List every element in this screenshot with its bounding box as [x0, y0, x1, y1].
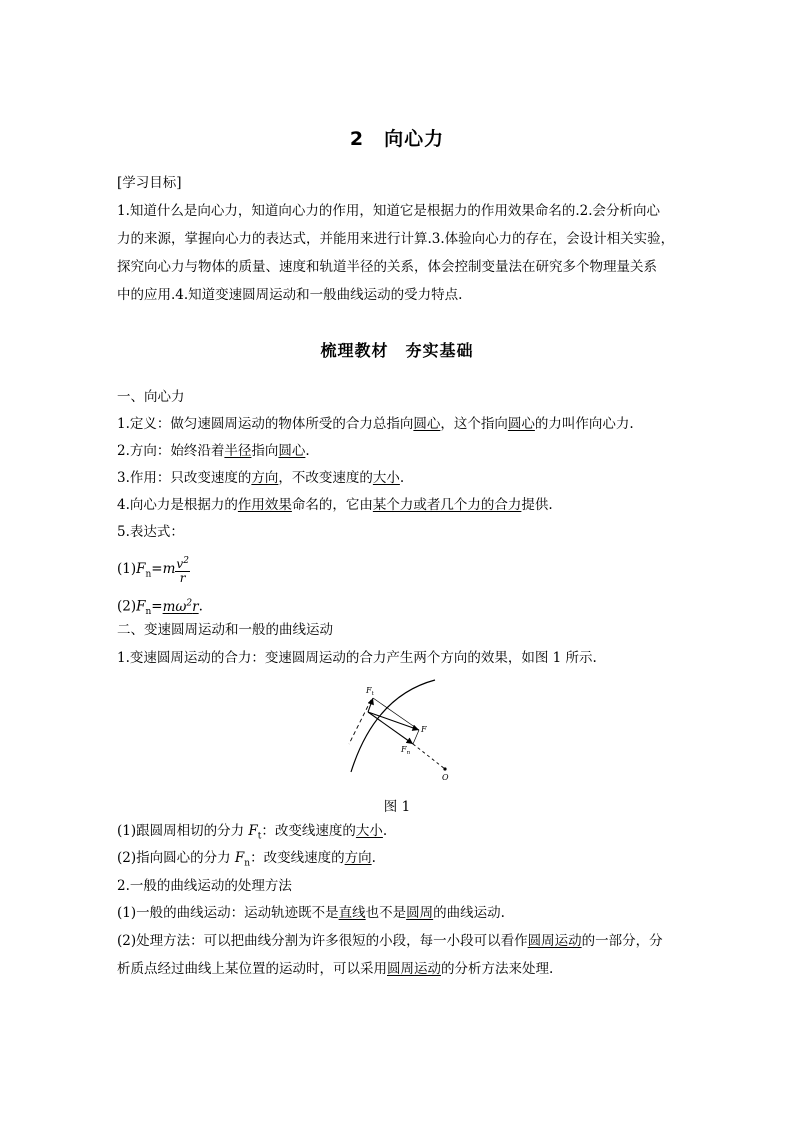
method-heading: 2.一般的曲线运动的处理方法	[117, 878, 292, 894]
section-title: 梳理教材 夯实基础	[320, 341, 474, 360]
blank-answer: 直线	[338, 905, 366, 921]
label-f: F	[421, 725, 427, 734]
blank-answer: 圆周运动	[527, 933, 582, 949]
blank-answer: 方向	[251, 470, 279, 486]
direction-line	[117, 441, 310, 461]
label-fn: $F_n$	[401, 745, 411, 756]
method-line-1	[117, 931, 663, 951]
blank-answer: 作用效果	[237, 497, 292, 513]
method-text: (1)一般的曲线运动：运动轨迹既不是	[117, 905, 339, 921]
method-text: 析质点经过曲线上某位置的运动时，可以采用	[117, 961, 387, 977]
method-text: 的曲线运动.	[433, 905, 505, 921]
label-ft: $F_t$	[366, 686, 374, 697]
part2-heading: 二、变速圆周运动和一般的曲线运动	[117, 622, 333, 638]
blank-answer: 方向	[344, 850, 372, 866]
blank-answer: 圆心	[413, 416, 441, 432]
formula-prefix: (2)	[117, 598, 137, 615]
definition-line	[117, 414, 634, 434]
effect-line	[117, 468, 404, 488]
source-text: 4.向心力是根据力的	[117, 497, 238, 513]
figure-caption: 图 1	[383, 799, 411, 815]
blank-answer: 圆心	[278, 443, 306, 459]
effect-text: .	[399, 470, 405, 486]
method-text: 的分析方法来处理.	[441, 961, 554, 977]
general-curve-line	[117, 903, 505, 923]
label-o: O	[442, 773, 449, 782]
formula-1: $(1)F_n=m$ $\frac{v^2}{r}$	[117, 555, 189, 585]
force-diagram-svg	[335, 676, 465, 786]
method-text: 的一部分，分	[581, 933, 663, 949]
method-line-2	[117, 959, 553, 979]
normal-component-line: (2)指向圆心的分力 $F_n$：改变线速度的方向.	[117, 850, 376, 869]
component-text: .	[371, 850, 376, 866]
component-text: (1)跟圆周相切的分力	[117, 823, 249, 839]
component-text: ：改变线速度的	[261, 823, 356, 839]
direction-text: 2.方向：始终沿着	[117, 443, 225, 459]
tangent-component-line: (1)跟圆周相切的分力 $F_t$：改变线速度的大小.	[117, 823, 388, 842]
blank-answer: 圆周	[406, 905, 434, 921]
component-text: ：改变线速度的	[250, 850, 345, 866]
blank-answer: 大小	[372, 470, 400, 486]
component-text: .	[382, 823, 388, 839]
source-line	[117, 495, 553, 515]
normal-force-arrow	[368, 712, 413, 744]
formula-prefix: (1)	[117, 561, 137, 577]
goals-line-4: 中的应用.4.知道变速圆周运动和一般曲线运动的受力特点.	[117, 287, 463, 303]
formula-2: $(2)F_n=m\omega^2r$.	[117, 598, 203, 618]
figure-1-diagram	[335, 676, 465, 790]
definition-text: 的力叫作向心力.	[534, 416, 634, 432]
goals-line-1: 1.知道什么是向心力，知道向心力的作用，知道它是根据力的作用效果命名的.2.会分析向心	[117, 203, 661, 219]
goals-line-3: 探究向心力与物体的质量、速度和轨道半径的关系，体会控制变量法在研究多个物理量关系	[117, 259, 657, 275]
effect-text: ，不改变速度的	[278, 470, 373, 486]
page-title: 2 向心力	[349, 128, 445, 150]
part1-heading: 一、向心力	[117, 389, 185, 405]
goals-heading: [学习目标]	[117, 175, 182, 191]
direction-text: 指向	[251, 443, 279, 459]
center-point	[443, 767, 446, 770]
blank-answer: 圆周运动	[387, 961, 441, 977]
component-text: (2)指向圆心的分力	[117, 850, 235, 866]
radius-line	[413, 744, 445, 769]
direction-text: .	[305, 443, 310, 459]
definition-text: 1.定义：做匀速圆周运动的物体所受的合力总指向	[117, 416, 414, 432]
blank-answer: 半径	[224, 443, 252, 459]
blank-answer: 圆心	[507, 416, 535, 432]
goals-line-2: 力的来源，掌握向心力的表达式，并能用来进行计算.3.体验向心力的存在，会设计相关实验，	[117, 231, 675, 247]
fraction: $\frac{v^2}{r}$	[176, 555, 189, 585]
blank-answer: 大小	[355, 823, 383, 839]
source-text: 提供.	[521, 497, 553, 513]
method-text: 也不是	[365, 905, 407, 921]
expression-heading: 5.表达式：	[117, 524, 184, 540]
blank-answer: 某个力或者几个力的合力	[372, 497, 522, 513]
part2-intro: 1.变速圆周运动的合力：变速圆周运动的合力产生两个方向的效果，如图 1 所示.	[117, 650, 597, 666]
parallelogram-side	[373, 698, 419, 730]
tangent-line	[349, 700, 371, 744]
parallelogram-side	[413, 730, 419, 744]
method-text: (2)处理方法：可以把曲线分割为许多很短的小段，每一小段可以看作	[117, 933, 528, 949]
effect-text: 3.作用：只改变速度的	[117, 470, 252, 486]
source-text: 命名的，它由	[291, 497, 373, 513]
definition-text: ，这个指向	[440, 416, 508, 432]
